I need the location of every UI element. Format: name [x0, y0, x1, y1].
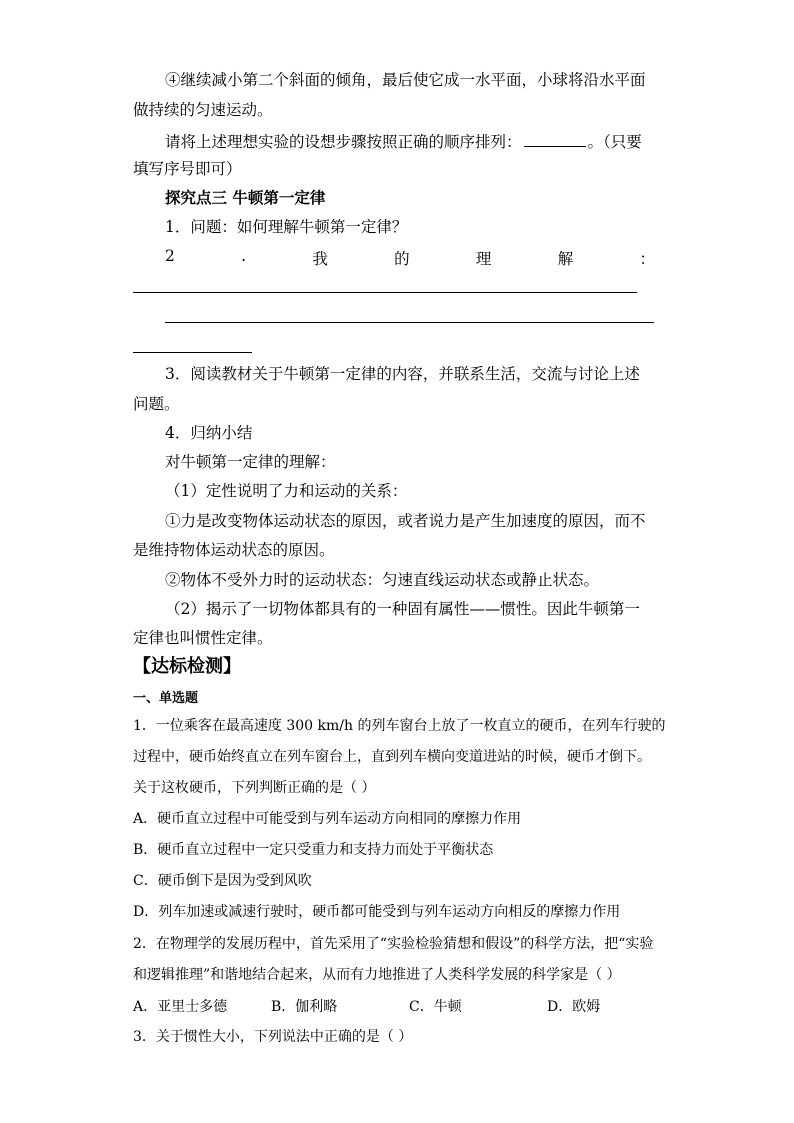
answer-line-2 — [165, 322, 654, 323]
point2-line2: 定律也叫惯性定律。 — [133, 629, 273, 647]
order-prompt-tail: 。（只要 — [587, 133, 642, 151]
q2-line2: 和逻辑推理”和谐地结合起来，从而有力地推进了人类科学发展的科学家是（ ） — [133, 967, 621, 983]
q2-char: 的 — [394, 250, 410, 268]
answer-line-3 — [133, 352, 252, 353]
order-prompt — [165, 130, 642, 152]
step4-line2: 做持续的匀速运动。 — [133, 101, 273, 119]
q2-char: 我 — [312, 250, 328, 268]
q1-option-c: C．硬币倒下是因为受到风吹 — [133, 873, 312, 889]
point1b: ②物体不受外力时的运动状态：匀速直线运动状态或静止状态。 — [165, 571, 600, 589]
q1-line3: 关于这枚硬币，下列判断正确的是（ ） — [133, 780, 376, 796]
q3-line1: 3．关于惯性大小，下列说法中正确的是（ ） — [133, 1029, 413, 1045]
section3-q3-line1: 3．阅读教材关于牛顿第一定律的内容，并联系生活，交流与讨论上述 — [165, 365, 640, 383]
point1a-line2: 是维持物体运动状态的原因。 — [133, 541, 335, 559]
q2-line1: 2．在物理学的发展历程中，首先采用了“实验检验猜想和假设”的科学方法，把“实验 — [133, 936, 654, 952]
point1a-line1: ①力是改变物体运动状态的原因，或者说力是产生加速度的原因，而不 — [165, 512, 646, 530]
q2-option-c: C．牛顿 — [409, 999, 462, 1015]
point2-line1: （2）揭示了一切物体都具有的一种固有属性——惯性。因此牛顿第一 — [165, 600, 640, 618]
q2-option-d: D．欧姆 — [547, 999, 601, 1015]
section3-q3-line2: 问题。 — [133, 395, 180, 413]
q1-option-a: A．硬币直立过程中可能受到与列车运动方向相同的摩擦力作用 — [133, 811, 522, 827]
answer-blank — [524, 130, 586, 147]
q2-option-b: B．伽利略 — [271, 999, 338, 1015]
q1-option-b: B．硬币直立过程中一定只受重力和支持力而处于平衡状态 — [133, 842, 494, 858]
summary-intro: 对牛顿第一定律的理解： — [165, 453, 336, 471]
section3-q1: 1．问题：如何理解牛顿第一定律？ — [165, 218, 408, 236]
q2-option-a: A．亚里士多德 — [133, 999, 228, 1015]
test-subheading: 一、单选题 — [133, 691, 199, 706]
q2-char: ： — [639, 250, 655, 268]
q2-options — [133, 996, 653, 1016]
order-prompt-text: 请将上述理想实验的设想步骤按照正确的顺序排列： — [165, 133, 522, 151]
order-prompt-line2: 填写序号即可） — [133, 160, 242, 178]
q2-char: . — [241, 247, 247, 265]
point1: （1）定性说明了力和运动的关系： — [165, 482, 408, 500]
q2-char: 解 — [557, 250, 574, 268]
q1-option-d: D．列车加速或减速行驶时，硬币都可能受到与列车运动方向相反的摩擦力作用 — [133, 904, 621, 920]
section3-q4: 4．归纳小结 — [165, 424, 253, 442]
q2-char: 2 — [165, 247, 175, 265]
q1-line2: 过程中，硬币始终直立在列车窗台上，直到列车横向变道进站的时候，硬币才倒下。 — [133, 749, 651, 765]
q1-line1: 1．一位乘客在最高速度 300 km/h 的列车窗台上放了一枚直立的硬币，在列车行驶的 — [133, 718, 666, 734]
test-heading: 【达标检测】 — [133, 656, 241, 677]
section3-q2-spread — [165, 247, 655, 269]
q2-char: 理 — [475, 250, 492, 268]
step4-line1: ④继续减小第二个斜面的倾角，最后使它成一水平面，小球将沿水平面 — [165, 71, 646, 89]
section3-title: 探究点三 牛顿第一定律 — [165, 188, 326, 207]
answer-line-1 — [133, 292, 637, 293]
